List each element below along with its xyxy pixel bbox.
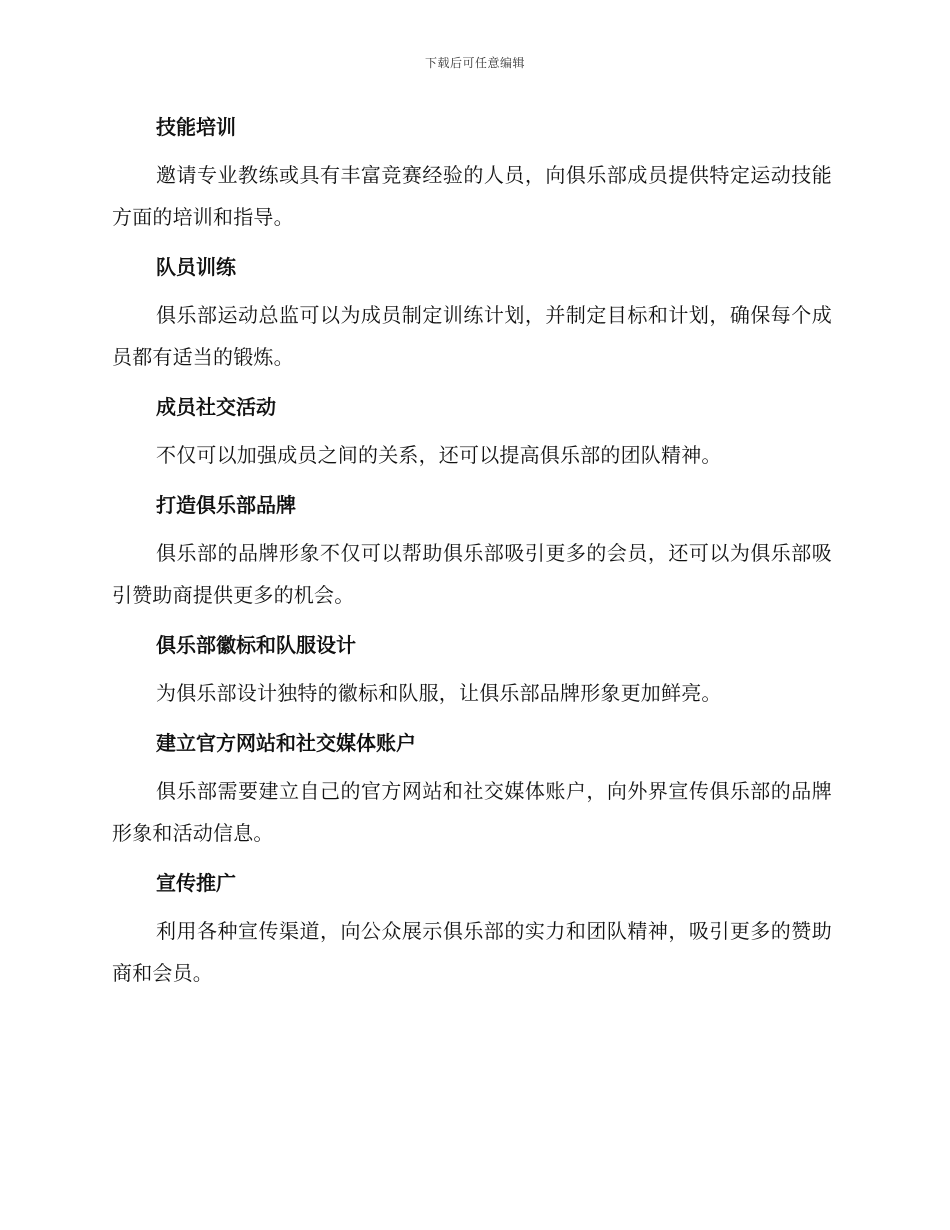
section-heading-logo-uniform: 俱乐部徽标和队服设计 [156,633,356,657]
section-body-team-training: 俱乐部运动总监可以为成员制定训练计划，并制定目标和计划，确保每个成员都有适当的锻炼。 [112,303,832,369]
document-content [112,108,832,1004]
section-body-website-social-media: 俱乐部需要建立自己的官方网站和社交媒体账户，向外界宣传俱乐部的品牌形象和活动信息。 [112,779,832,845]
section-body-club-brand: 俱乐部的品牌形象不仅可以帮助俱乐部吸引更多的会员，还可以为俱乐部吸引赞助商提供更多的机会。 [112,541,832,607]
section-heading-club-brand: 打造俱乐部品牌 [156,493,296,517]
section-body-logo-uniform: 为俱乐部设计独特的徽标和队服，让俱乐部品牌形象更加鲜亮。 [156,681,722,705]
section-body-promotion: 利用各种宣传渠道，向公众展示俱乐部的实力和团队精神，吸引更多的赞助商和会员。 [112,919,832,985]
section-heading-member-social: 成员社交活动 [156,395,276,419]
section-heading-team-training: 队员训练 [156,255,236,279]
section-body-member-social: 不仅可以加强成员之间的关系，还可以提高俱乐部的团队精神。 [156,443,722,467]
section-heading-promotion: 宣传推广 [156,871,236,895]
section-body-skill-training: 邀请专业教练或具有丰富竞赛经验的人员，向俱乐部成员提供特定运动技能方面的培训和指导。 [112,163,832,229]
section-heading-website-social-media: 建立官方网站和社交媒体账户 [156,731,416,755]
header-note: 下载后可任意编辑 [424,56,525,70]
section-heading-skill-training: 技能培训 [156,115,236,139]
